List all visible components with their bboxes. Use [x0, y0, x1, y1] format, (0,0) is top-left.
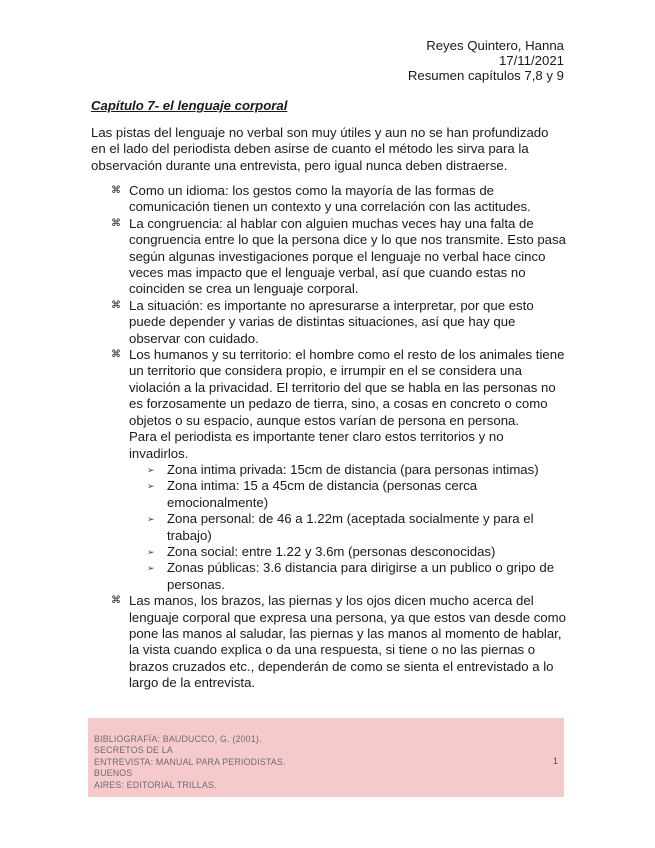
- reference-line: BIBLIOGRAFÍA: BAUDUCCO, G. (2001).: [94, 734, 262, 744]
- list-item-extra-text: Para el periodista es importante tener claro estos territorios y no invadirlos.: [129, 429, 504, 461]
- list-item-text: La congruencia: al hablar con alguien muchas veces hay una falta de congruencia entre lo que la persona dice y lo que nos transmite. Esto pasa según algunas investigaciones porque el lenguaje no verbal hace cinco veces mas impacto que el lenguaje verbal, así que cuando estas no coinciden se crea un lenguaje corporal.: [129, 215, 566, 297]
- footer-bibliography: [88, 718, 564, 797]
- reference-line: BUENOS: [94, 768, 133, 779]
- sublist-item-text: Zona intima: 15 a 45cm de distancia (personas cerca emocionalmente): [167, 478, 478, 510]
- list-item-text: Como un idioma: los gestos como la mayoría de las formas de comunicación tienen un contexto y una correlación con las actitudes.: [129, 183, 531, 215]
- sublist-item-text: Zona intima privada: 15cm de distancia (para personas intimas): [167, 461, 539, 477]
- list-item: [91, 347, 566, 593]
- arrow-bullet-icon: ➢: [147, 514, 155, 525]
- bullet-icon: ⌘: [111, 217, 121, 229]
- list-item: [91, 183, 566, 216]
- document-header: [408, 38, 564, 83]
- list-item-text: La situación: es importante no apresurarse a interpretar, por que esto puede depender y varias de distintas situaciones, así que hay que observar con cuidado.: [129, 297, 534, 346]
- arrow-bullet-icon: ➢: [147, 481, 155, 492]
- arrow-bullet-icon: ➢: [147, 546, 155, 557]
- intro-paragraph: Las pistas del lenguaje no verbal son muy útiles y aun no se han profundizado en el lado del periodista deben asirse de cuanto el método les sirva para la observación durante una entrevista, pero igual nunca deben distraerse.: [91, 125, 549, 173]
- list-item: [91, 216, 566, 298]
- reference-line: ENTREVISTA: MANUAL PARA PERIODISTAS.: [94, 756, 286, 767]
- bullet-icon: ⌘: [111, 299, 121, 311]
- page-number: 1: [552, 756, 558, 767]
- list-item: [91, 593, 566, 691]
- sublist-item: [129, 478, 566, 511]
- chapter-title: Capítulo 7- el lenguaje corporal: [91, 98, 288, 113]
- list-item: [91, 298, 566, 347]
- bullet-icon: ⌘: [111, 349, 121, 361]
- author-name: Reyes Quintero, Hanna: [426, 38, 564, 53]
- arrow-bullet-icon: ➢: [147, 563, 155, 574]
- document-subject: Resumen capítulos 7,8 y 9: [407, 68, 564, 83]
- reference-line: SECRETOS DE LA: [94, 745, 173, 756]
- sublist-item: [129, 462, 566, 478]
- bullet-icon: ⌘: [111, 595, 121, 607]
- sublist-item: [129, 544, 566, 560]
- list-item-text: Los humanos y su territorio: el hombre como el resto de los animales tiene un territorio que considera propio, e irrumpir en el se considera una violación a la privacidad. El territorio del que se habla en las personas no es forzosamente un pedazo de tierra, sino, a cosas en concreto o como objetos o su espacio, aunque estos varían de persona en persona.: [129, 347, 565, 428]
- sublist-item-text: Zonas públicas: 3.6 distancia para dirigirse a un publico o gripo de personas.: [167, 560, 555, 592]
- arrow-bullet-icon: ➢: [147, 464, 155, 475]
- zone-sublist: [129, 462, 566, 593]
- sublist-item: [129, 560, 566, 593]
- sublist-item: [129, 511, 566, 544]
- reference-line: AIRES: EDITORIAL TRILLAS.: [94, 779, 217, 790]
- document-date: 17/11/2021: [498, 53, 564, 68]
- sublist-item-text: Zona social: entre 1.22 y 3.6m (personas desconocidas): [167, 543, 496, 559]
- bullet-list: [91, 183, 566, 692]
- bibliography-reference: [94, 734, 334, 791]
- list-item-text: Las manos, los brazos, las piernas y los ojos dicen mucho acerca del lenguaje corporal que expresa una persona, ya que estos van desde como pone las manos al saludar, las piernas y las manos al momento de hablar, la vista cuando explica o da una respuesta, si tiene o no las piernas o brazos cruzados etc., dependerán de como se sienta el entrevistado a lo largo de la entrevista.: [129, 593, 566, 691]
- sublist-item-text: Zona personal: de 46 a 1.22m (aceptada socialmente y para el trabajo): [167, 511, 534, 543]
- bullet-icon: ⌘: [111, 185, 121, 196]
